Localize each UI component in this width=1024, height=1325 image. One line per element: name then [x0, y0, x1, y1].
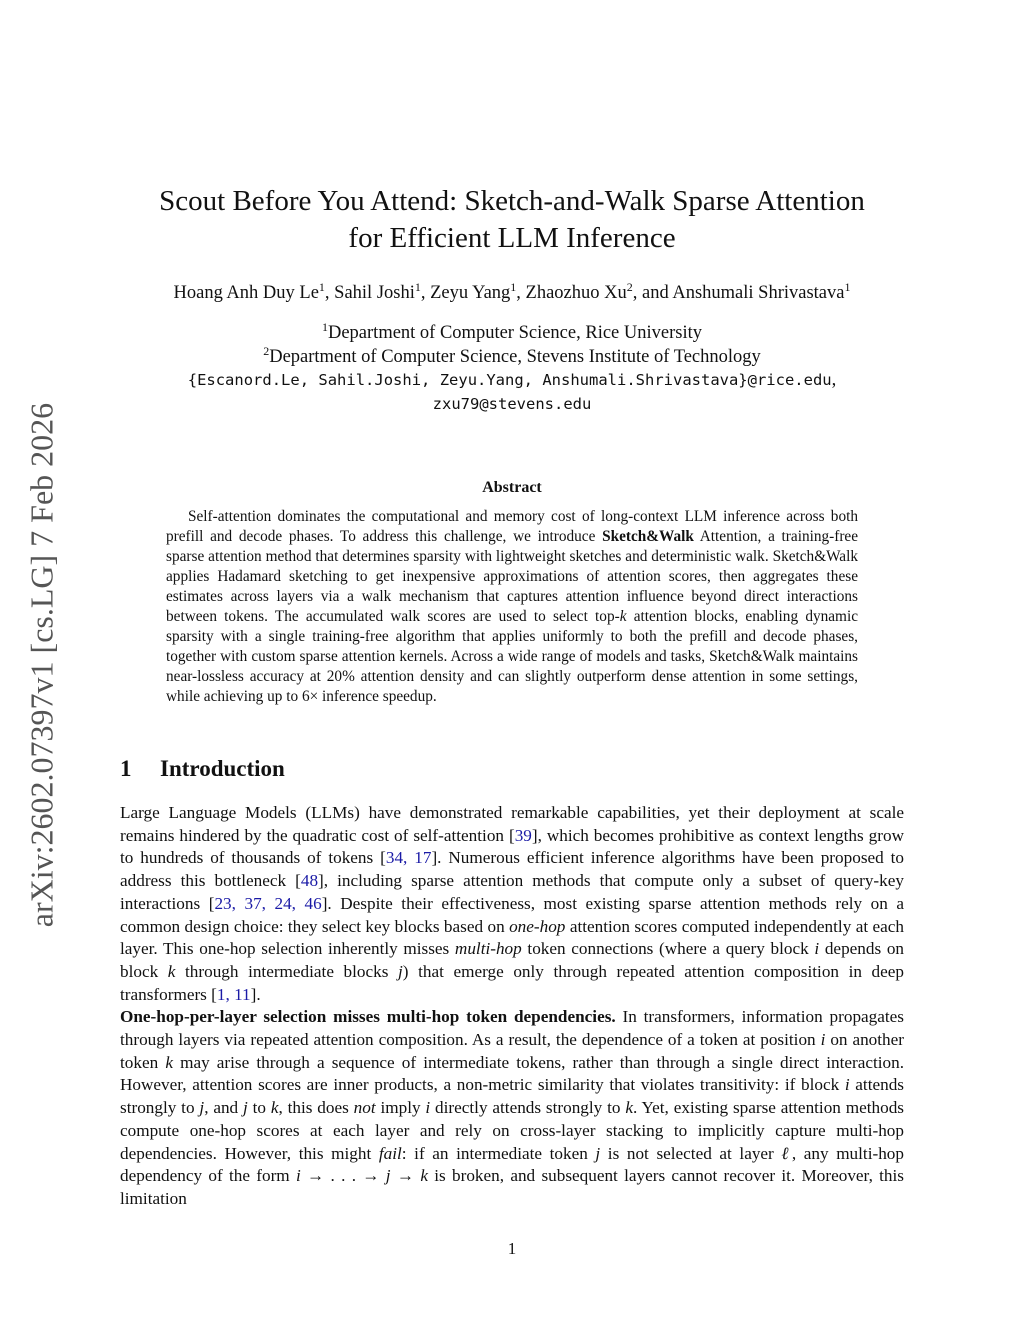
text-run: , and — [204, 1098, 243, 1118]
abstract-heading: Abstract — [482, 479, 542, 496]
text-run: , any multi-hop dependency of the form — [120, 1143, 904, 1186]
text-run: → . . . → — [300, 1166, 386, 1186]
bold-text: Sketch&Walk — [602, 528, 694, 545]
text-run: , this does — [278, 1098, 354, 1118]
affiliation-2 — [80, 343, 944, 370]
text-run: through intermediate blocks — [175, 961, 399, 981]
text-run: on another token — [120, 1030, 904, 1072]
text-run: attends strongly to — [120, 1075, 904, 1118]
paragraph — [120, 802, 904, 1006]
text-run: ]. — [250, 984, 261, 1004]
title-line-1: Scout Before You Attend: Sketch-and-Walk Sparse Attention — [159, 185, 865, 217]
affiliation-text: Department of Computer Science, Stevens Institute of Technology — [269, 346, 761, 367]
text-run: → — [390, 1166, 421, 1186]
introduction-body — [120, 802, 904, 1211]
text-run: attention scores computed independently at each layer. This one-hop selection inherently misses — [120, 916, 904, 959]
affiliation-text: Department of Computer Science, Rice University — [327, 323, 702, 343]
author-affiliation-marker: 1 — [510, 279, 517, 294]
text-run: ]. Numerous efficient inference algorithms have been proposed to address this bottleneck [ — [120, 848, 905, 891]
citation-link[interactable]: 34, 17 — [385, 848, 432, 868]
text-run: ], which becomes prohibitive as context lengths grow to hundreds of thousands of tokens [ — [120, 825, 904, 868]
text-run: token connections (where a query block — [521, 939, 815, 959]
affiliation-marker: 1 — [321, 319, 328, 334]
page-number: 1 — [507, 1239, 517, 1258]
italic-text: not — [353, 1098, 376, 1118]
text-run: Large Language Models (LLMs) have demonstrated remarkable capabilities, yet their deployment at scale remains hindered by the quadratic cost of self-attention [ — [120, 803, 904, 845]
citation-link[interactable]: 39 — [514, 825, 532, 845]
italic-text: fail — [378, 1143, 402, 1163]
text-run: to — [247, 1098, 271, 1118]
italic-text: multi-hop — [454, 939, 522, 959]
affiliation-1 — [80, 319, 944, 346]
italic-text: i — [844, 1075, 850, 1095]
italic-text: j — [243, 1098, 248, 1118]
citation-link[interactable]: 23, 37, 24, 46 — [214, 893, 322, 913]
author-separator: , — [324, 283, 335, 303]
author-affiliation-marker: 1 — [414, 279, 421, 294]
italic-text: j — [595, 1143, 601, 1163]
text-run: may arise through a sequence of intermediate tokens, rather than through a single direct interaction. However, attention scores are inner products, a non-metric similarity that violates transitivity: if block — [120, 1052, 904, 1095]
section-number: 1 — [120, 756, 132, 781]
text-run: is not selected at layer — [600, 1143, 782, 1163]
author-name: Zeyu Yang — [430, 283, 511, 303]
text-run: Self-attention dominates the computational and memory cost of long-context LLM inference across both prefill and decode phases. To address this challenge, we introduce — [166, 508, 858, 545]
italic-text: j — [398, 961, 403, 981]
author-separator: , and — [632, 283, 673, 303]
email-addresses[interactable]: {Escanord.Le, Sahil.Joshi, Zeyu.Yang, Anshumali.Shrivastava}@rice.edu — [187, 371, 832, 389]
paper-title — [100, 183, 924, 257]
italic-text: i — [820, 1030, 826, 1050]
section-heading — [120, 756, 285, 782]
citation-link[interactable]: 1, 11 — [216, 984, 251, 1004]
text-run: : if an intermediate token — [401, 1143, 596, 1163]
abstract-body — [166, 507, 858, 707]
text-run: imply — [375, 1098, 426, 1118]
author-separator: , — [420, 283, 431, 303]
arxiv-identifier-text: arXiv:2602.07397v1 [cs.LG] 7 Feb 2026 — [23, 402, 60, 928]
italic-text: k — [270, 1098, 279, 1118]
author-name: Hoang Anh Duy Le — [173, 283, 319, 303]
author-list — [80, 281, 944, 305]
text-run: depends on block — [120, 939, 905, 981]
citation-link[interactable]: 48 — [300, 871, 319, 891]
author-name: Zhaozhuo Xu — [525, 283, 627, 303]
italic-text: k — [619, 608, 627, 625]
italic-text: ℓ — [781, 1143, 792, 1163]
author-name: Sahil Joshi — [334, 283, 415, 303]
italic-text: i — [425, 1098, 431, 1118]
italic-text: k — [420, 1166, 428, 1186]
paragraph — [120, 1006, 904, 1210]
text-run: Attention, a training-free sparse attention method that determines sparsity with lightweight sketches and deterministic walk. Sketch&Walk applies Hadamard sketching to get inexpensive approximations of attention scores, then aggregates these estimates across layers via a walk mechanism that captures attention influence beyond direct interactions between tokens. The accumulated walk scores are used to select top- — [166, 528, 858, 625]
author-affiliation-marker: 1 — [318, 279, 325, 294]
italic-text: j — [199, 1098, 205, 1118]
italic-text: i — [814, 939, 820, 959]
text-run: ]. Despite their effectiveness, most existing sparse attention methods rely on a common design choice: they select key blocks based on — [120, 893, 905, 936]
text-run: ], including sparse attention methods that compute only a subset of query-key interactions [ — [120, 871, 904, 913]
author-name: Anshumali Shrivastava — [672, 283, 845, 303]
text-run: is broken, and subsequent layers cannot recover it. Moreover, this limitation — [120, 1166, 904, 1208]
italic-text: i — [295, 1166, 301, 1186]
italic-text: one-hop — [509, 916, 566, 936]
author-affiliation-marker: 1 — [844, 279, 851, 294]
text-run: . Yet, existing sparse attention methods compute one-hop scores at each layer and rely on cross-layer stacking to implicitly capture multi-hop dependencies. However, this might — [120, 1098, 904, 1163]
arxiv-identifier — [17, 380, 67, 950]
email-address[interactable]: zxu79@stevens.edu — [432, 394, 592, 413]
email-line-1 — [80, 369, 944, 393]
author-separator: , — [516, 283, 526, 303]
text-run: In transformers, information propagates through layers via repeated attention composition. As a result, the dependence of a token at position — [120, 1007, 904, 1050]
italic-text: k — [165, 1052, 173, 1072]
section-title: Introduction — [160, 756, 285, 781]
italic-text: j — [385, 1166, 391, 1186]
italic-text: k — [625, 1098, 633, 1118]
text-run: attention blocks, enabling dynamic sparsity with a single training-free algorithm that applies uniformly to both the prefill and decode phases, together with custom sparse attention kernels. Across a wide range of models and tasks, Sketch&Walk maintains near-lossless accuracy at 20% attention density and can slightly outperform dense attention in some settings, while achieving up to 6× inference speedup. — [166, 608, 858, 705]
email-separator: , — [831, 370, 837, 390]
text-run: ) that emerge only through repeated attention composition in deep transformers [ — [120, 961, 904, 1004]
bold-text: One-hop-per-layer selection misses multi-hop token dependencies. — [120, 1007, 616, 1027]
author-affiliation-marker: 2 — [626, 279, 633, 294]
affiliations — [80, 319, 944, 416]
title-line-2: for Efficient LLM Inference — [348, 222, 676, 254]
affiliation-marker: 2 — [263, 343, 270, 358]
italic-text: k — [167, 961, 176, 981]
text-run: directly attends strongly to — [430, 1098, 626, 1118]
email-line-2 — [80, 393, 944, 417]
